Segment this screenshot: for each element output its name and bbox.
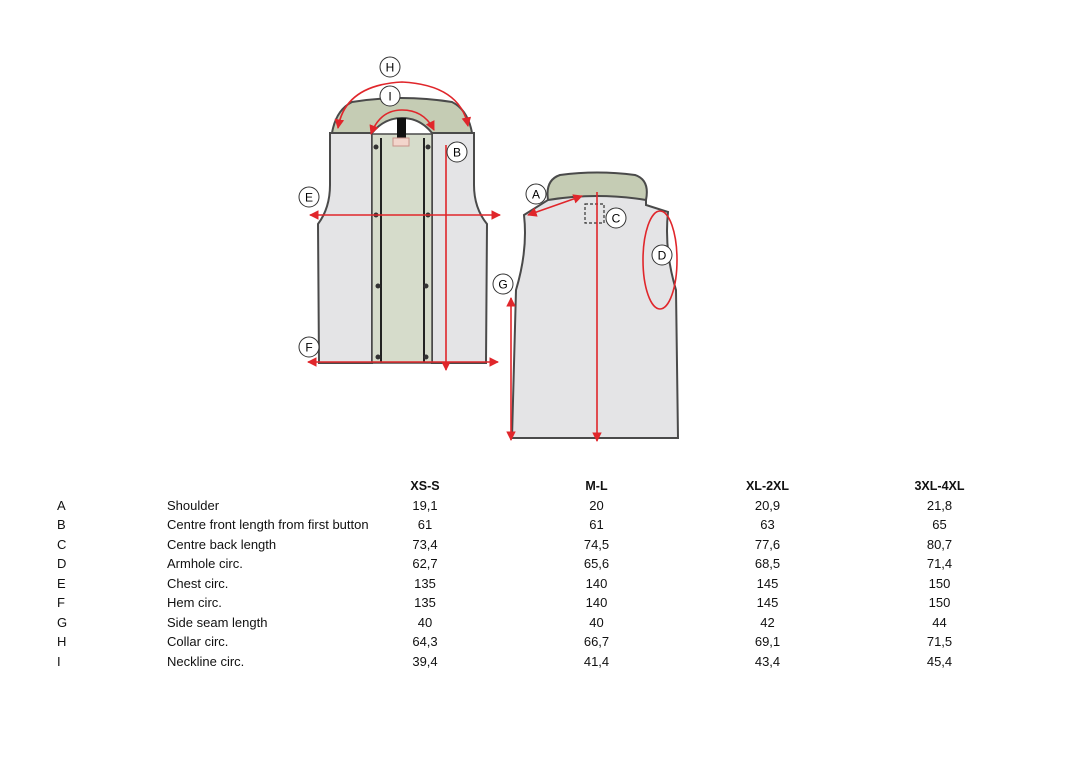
- value-xs-s: 64,3: [412, 634, 438, 650]
- value-xl-2xl: 69,1: [754, 634, 781, 650]
- value-xl-2xl: 145: [756, 595, 779, 611]
- value-m-l: 20: [589, 497, 604, 513]
- measure-name: Side seam length: [167, 614, 268, 630]
- marker-c: [606, 208, 626, 228]
- marker-e: [299, 187, 319, 207]
- table-row: [0, 496, 982, 516]
- measure-code: H: [57, 634, 67, 650]
- svg-text:F: F: [305, 340, 313, 355]
- size-header-row: [0, 476, 982, 496]
- value-xs-s: 135: [414, 595, 436, 611]
- value-m-l: 140: [585, 575, 608, 591]
- measure-name: Neckline circ.: [167, 653, 245, 669]
- marker-b: [447, 142, 467, 162]
- marker-i: [380, 86, 400, 106]
- header-name: [167, 476, 382, 496]
- measure-name: Centre back length: [167, 536, 277, 552]
- value-3xl-4xl: 71,5: [926, 634, 953, 650]
- measure-name: Chest circ.: [167, 575, 229, 591]
- value-3xl-4xl: 71,4: [926, 556, 953, 572]
- value-xl-2xl: 145: [756, 575, 779, 591]
- value-xs-s: 19,1: [412, 497, 438, 513]
- measure-name: Centre front length from first button: [167, 517, 369, 533]
- table-row: [0, 515, 982, 535]
- measure-code: E: [57, 575, 66, 591]
- value-m-l: 74,5: [583, 536, 610, 552]
- header-size-m-l: M-L: [585, 478, 608, 493]
- value-3xl-4xl: 65: [932, 517, 947, 533]
- marker-d: [652, 245, 672, 265]
- size-table: [0, 476, 982, 671]
- value-m-l: 140: [585, 595, 608, 611]
- measure-code: I: [57, 653, 61, 669]
- value-3xl-4xl: 150: [928, 595, 951, 611]
- svg-text:A: A: [531, 187, 541, 202]
- value-m-l: 65,6: [583, 556, 610, 572]
- value-3xl-4xl: 44: [932, 614, 947, 630]
- value-xl-2xl: 77,6: [754, 536, 781, 552]
- measure-name: Collar circ.: [167, 634, 229, 650]
- table-row: [0, 593, 982, 613]
- front-body-right: [432, 133, 487, 363]
- front-body: [318, 133, 372, 363]
- value-xs-s: 135: [414, 575, 436, 591]
- vest-front: [318, 98, 487, 363]
- svg-text:H: H: [385, 60, 395, 75]
- value-m-l: 66,7: [583, 634, 610, 650]
- value-xs-s: 40: [417, 614, 433, 630]
- marker-a: [526, 184, 546, 204]
- value-xl-2xl: 42: [760, 614, 775, 630]
- svg-text:B: B: [452, 145, 462, 160]
- table-row: [0, 574, 982, 594]
- marker-f: [299, 337, 319, 357]
- value-m-l: 41,4: [583, 653, 610, 669]
- back-body: [512, 187, 678, 438]
- measure-name: Shoulder: [167, 497, 220, 513]
- measure-code: C: [57, 536, 67, 552]
- header-size-xs-s: XS-S: [410, 478, 440, 493]
- value-xs-s: 62,7: [412, 556, 438, 572]
- table-row: [0, 632, 982, 652]
- measure-code: D: [57, 556, 67, 572]
- marker-h: [380, 57, 400, 77]
- value-xs-s: 61: [417, 517, 433, 533]
- value-xs-s: 39,4: [412, 653, 438, 669]
- value-m-l: 40: [589, 614, 604, 630]
- table-row: [0, 652, 982, 672]
- measure-code: G: [57, 614, 68, 630]
- table-row: [0, 613, 982, 633]
- header-code: [0, 476, 167, 496]
- measure-name: Hem circ.: [167, 595, 222, 611]
- measure-code: A: [57, 497, 66, 513]
- value-xl-2xl: 20,9: [754, 497, 781, 513]
- svg-text:I: I: [388, 89, 392, 104]
- header-size-3xl-4xl: 3XL-4XL: [914, 478, 965, 493]
- measure-code: F: [57, 595, 65, 611]
- svg-text:G: G: [498, 277, 508, 292]
- value-m-l: 61: [589, 517, 604, 533]
- table-row: [0, 554, 982, 574]
- header-size-xl-2xl: XL-2XL: [745, 478, 790, 493]
- value-3xl-4xl: 80,7: [926, 536, 953, 552]
- svg-text:D: D: [657, 248, 667, 263]
- value-3xl-4xl: 45,4: [926, 653, 953, 669]
- measure-code: B: [57, 517, 66, 533]
- marker-g: [493, 274, 513, 294]
- table-row: [0, 535, 982, 555]
- svg-text:E: E: [304, 190, 314, 205]
- value-xl-2xl: 68,5: [754, 556, 781, 572]
- value-xs-s: 73,4: [412, 536, 438, 552]
- value-xl-2xl: 43,4: [754, 653, 781, 669]
- svg-text:C: C: [611, 211, 621, 226]
- value-3xl-4xl: 150: [928, 575, 951, 591]
- measure-name: Armhole circ.: [167, 556, 243, 572]
- hang-tab: [397, 118, 406, 138]
- value-3xl-4xl: 21,8: [926, 497, 953, 513]
- value-xl-2xl: 63: [760, 517, 775, 533]
